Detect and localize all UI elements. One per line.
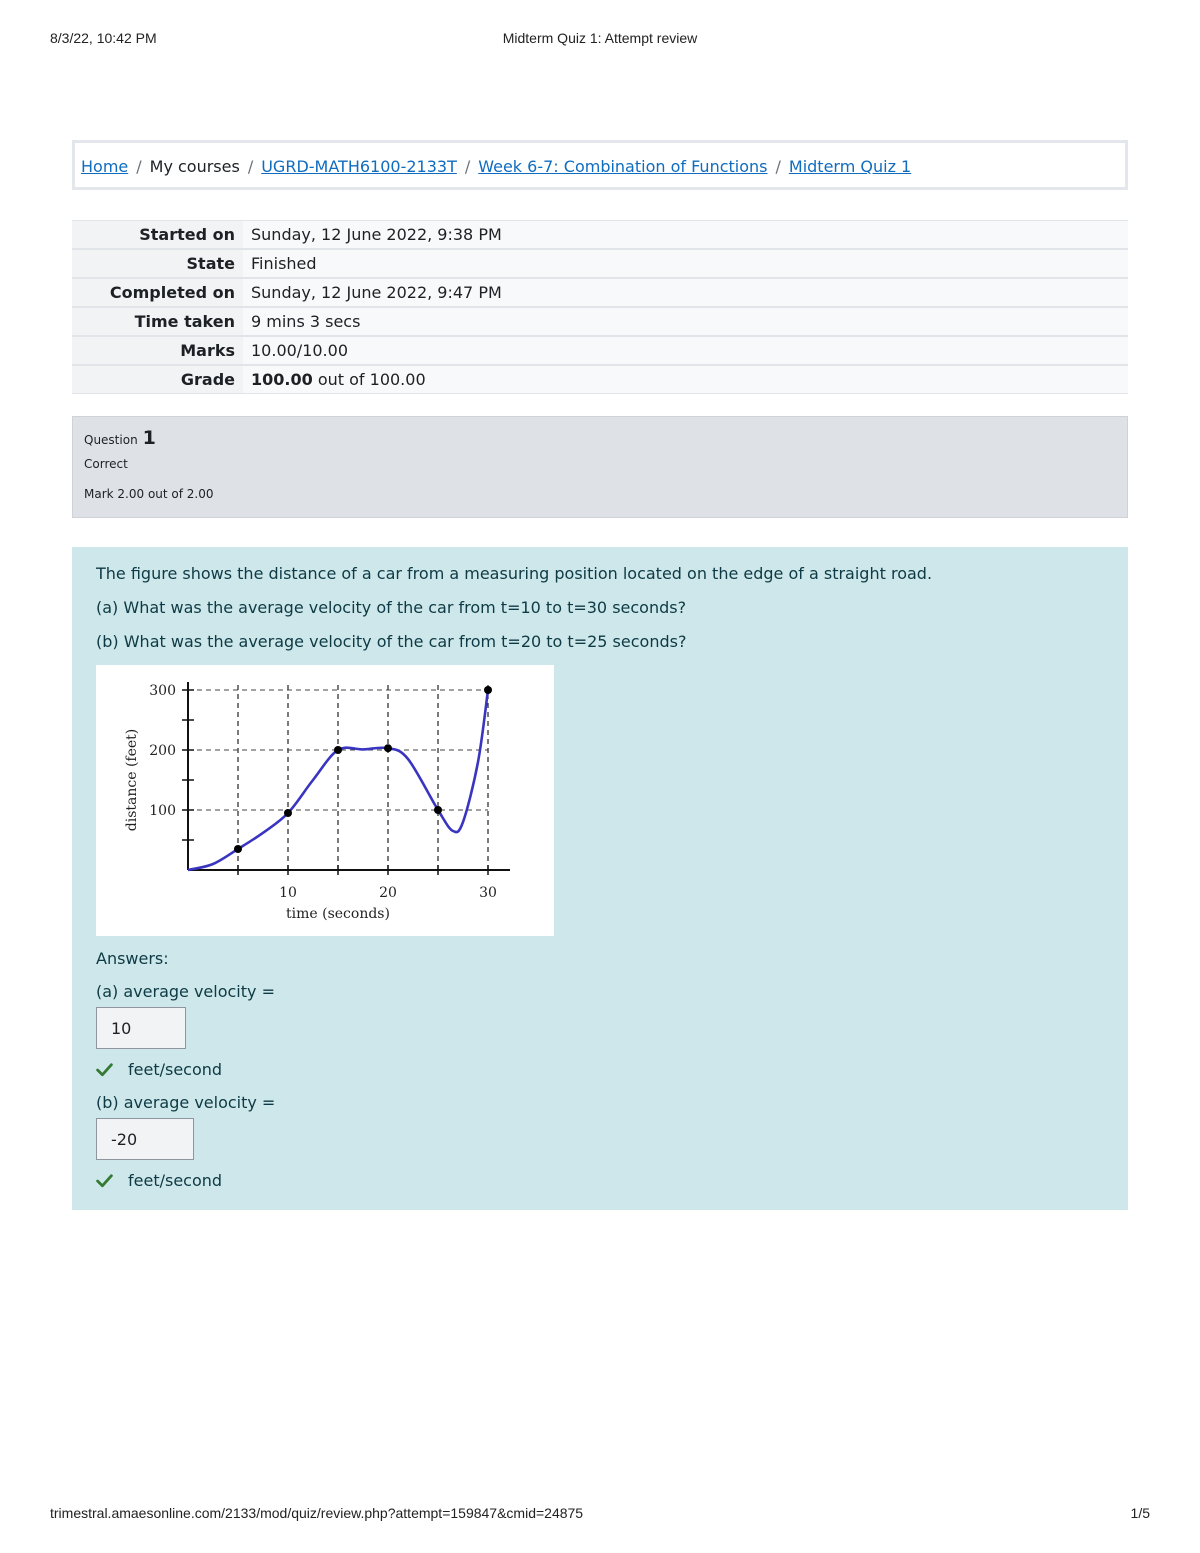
summary-label: Started on [72, 220, 243, 249]
summary-row-marks [72, 336, 1128, 365]
data-point [284, 809, 292, 817]
question-number-value: 1 [142, 427, 156, 449]
y-tick-label: 200 [149, 743, 176, 759]
summary-value: 10.00/10.00 [243, 336, 1128, 365]
attempt-summary-table [72, 220, 1128, 394]
print-footer [50, 1505, 1150, 1525]
summary-label: Time taken [72, 307, 243, 336]
x-tick-label: 20 [379, 885, 397, 901]
summary-value [243, 365, 1128, 394]
data-point [334, 746, 342, 754]
grade-out-of: out of 100.00 [317, 370, 426, 389]
answer-a-unit: feet/second [128, 1059, 223, 1079]
summary-value: 9 mins 3 secs [243, 307, 1128, 336]
x-tick-label: 30 [479, 885, 497, 901]
breadcrumb-separator: / [464, 157, 471, 176]
answer-a-input[interactable]: 10 [96, 1007, 186, 1049]
distance-time-figure [96, 665, 554, 936]
y-axis-label: distance (feet) [124, 728, 140, 832]
breadcrumb-quiz-link[interactable]: Midterm Quiz 1 [788, 157, 912, 176]
question-text-a: (a) What was the average velocity of the car from t=10 to t=30 seconds? [96, 598, 687, 617]
print-header [50, 30, 1150, 50]
breadcrumb-separator: / [136, 157, 142, 176]
breadcrumb-home-link[interactable]: Home [81, 157, 129, 176]
print-url: trimestral.amaesonline.com/2133/mod/quiz/review.php?attempt=159847&cmid=24875 [50, 1505, 584, 1521]
answer-a-label: (a) average velocity = [96, 982, 275, 1001]
breadcrumb-my-courses: My courses [149, 157, 240, 176]
answer-b-input[interactable]: -20 [96, 1118, 194, 1160]
breadcrumb [72, 140, 1128, 190]
summary-row-completed [72, 278, 1128, 307]
print-page-title: Midterm Quiz 1: Attempt review [502, 30, 698, 46]
distance-time-chart [96, 665, 554, 936]
grade-score: 100.00 [251, 370, 313, 389]
data-point [484, 686, 492, 694]
question-number [84, 427, 1116, 451]
print-page-number: 1/5 [1130, 1505, 1150, 1521]
summary-label: Completed on [72, 278, 243, 307]
question-state: Correct [84, 457, 128, 471]
question-mark: Mark 2.00 out of 2.00 [84, 487, 214, 501]
x-axis-label: time (seconds) [286, 906, 390, 922]
x-tick-label: 10 [279, 885, 297, 901]
summary-row-grade [72, 365, 1128, 394]
y-tick-label: 300 [149, 683, 176, 699]
breadcrumb-course-link[interactable]: UGRD-MATH6100-2133T [261, 157, 457, 176]
summary-value: Sunday, 12 June 2022, 9:47 PM [243, 278, 1128, 307]
question-info-panel [72, 416, 1128, 518]
data-point [384, 744, 392, 752]
data-point [234, 845, 242, 853]
breadcrumb-separator: / [775, 157, 781, 176]
print-timestamp: 8/3/22, 10:42 PM [50, 30, 157, 46]
y-tick-label: 100 [149, 803, 176, 819]
question-label: Question [84, 433, 138, 447]
answers-label: Answers: [96, 949, 169, 968]
summary-row-time-taken [72, 307, 1128, 336]
summary-row-state [72, 249, 1128, 278]
answer-b-feedback [96, 1168, 1104, 1192]
breadcrumb-separator: / [247, 157, 254, 176]
answer-b-unit: feet/second [128, 1170, 223, 1190]
breadcrumb-section-link[interactable]: Week 6-7: Combination of Functions [478, 157, 768, 176]
summary-value: Sunday, 12 June 2022, 9:38 PM [243, 220, 1128, 249]
answer-b-label: (b) average velocity = [96, 1093, 276, 1112]
data-point [434, 806, 442, 814]
check-icon [96, 1061, 113, 1078]
summary-label: State [72, 249, 243, 278]
question-text-b: (b) What was the average velocity of the car from t=20 to t=25 seconds? [96, 632, 687, 651]
check-icon [96, 1172, 113, 1189]
summary-value: Finished [243, 249, 1128, 278]
question-content [72, 547, 1128, 1210]
summary-label: Marks [72, 336, 243, 365]
answer-a-feedback [96, 1057, 1104, 1081]
summary-row-started [72, 220, 1128, 249]
summary-label: Grade [72, 365, 243, 394]
question-text-intro: The figure shows the distance of a car from a measuring position located on the edge of a straight road. [96, 564, 933, 583]
